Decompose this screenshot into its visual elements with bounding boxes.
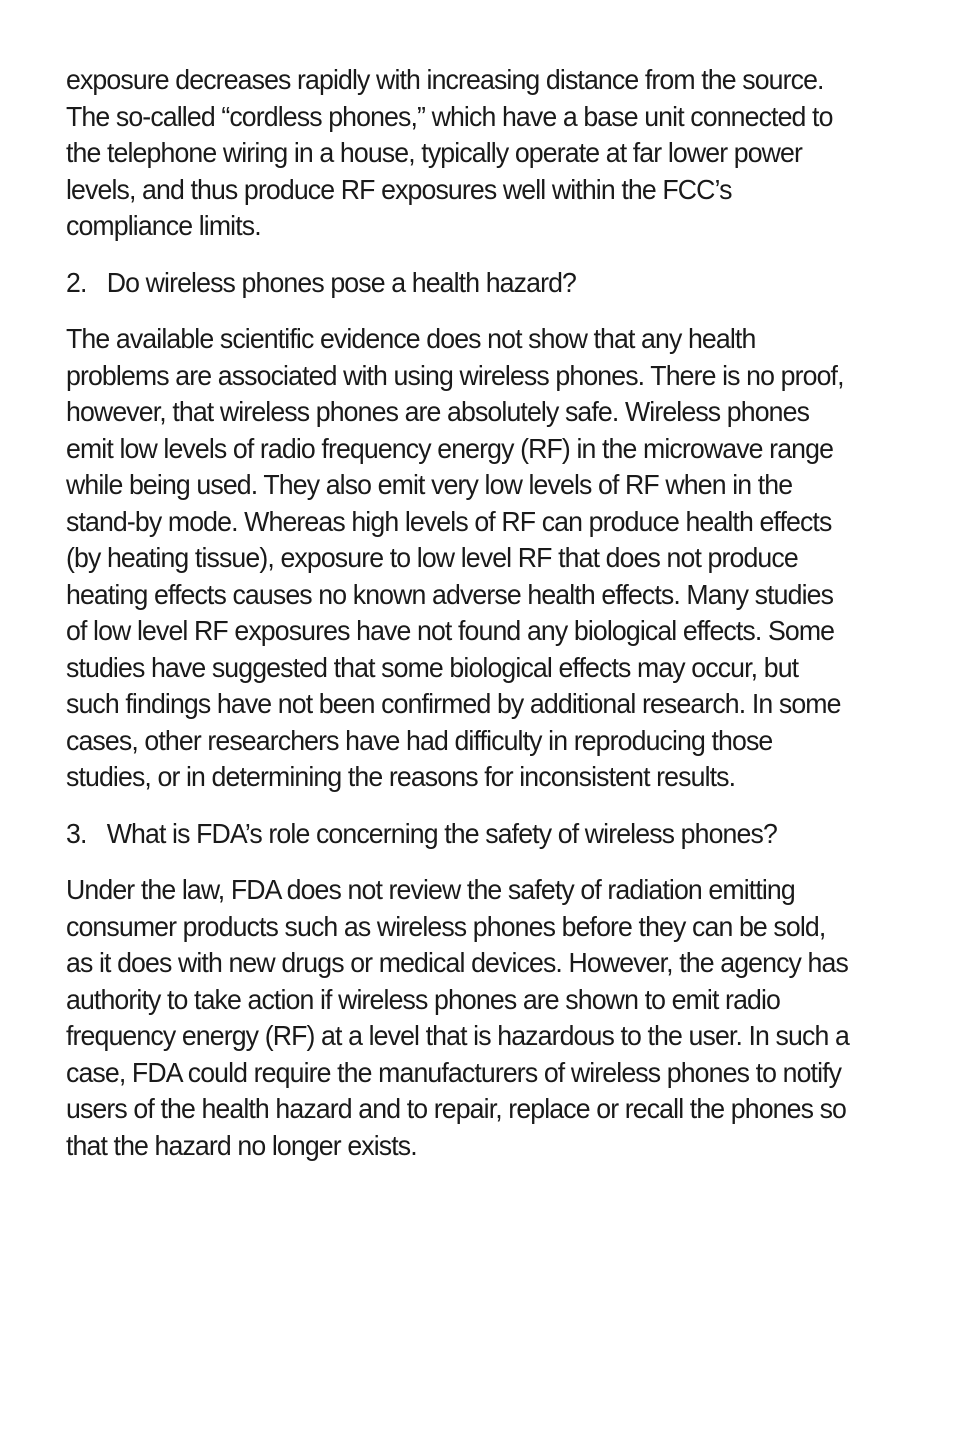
question-text: What is FDA’s role concerning the safety of wireless phones? (106, 817, 777, 849)
question-heading (66, 816, 852, 853)
answer-paragraph: The available scientific evidence does not show that any health problems are associated with using wireless phones. There is no proof, however, that wireless phones are absolutely safe. Wireless phones emit low levels of radio frequency energy (RF) in the microwave range while being used. They also emit very low levels of RF when in the stand-by mode. Whereas high levels of RF can produce health effects (by heating tissue), exposure to low level RF that does not produce heating effects causes no known adverse health effects. Many studies of low level RF exposures have not found any biological effects. Some studies have suggested that some biological effects may occur, but such findings have not been confirmed by additional research. In some cases, other researchers have had difficulty in reproducing those studies, or in determining the reasons for inconsistent results. (66, 323, 844, 792)
document-page (66, 62, 852, 1184)
answer-paragraph: Under the law, FDA does not review the safety of radiation emitting consumer products such as wireless phones before they can be sold, as it does with new drugs or medical devices. However, the agency has authority to take action if wireless phones are shown to emit radio frequency energy (RF) at a level that is hazardous to the user. In such a case, FDA could require the manufacturers of wireless phones to notify users of the health hazard and to repair, replace or recall the phones so that the hazard no longer exists. (66, 874, 849, 1161)
question-number: 2. (66, 266, 87, 298)
intro-paragraph: exposure decreases rapidly with increasing distance from the source. The so-called “cordless phones,” which have a base unit connected to the telephone wiring in a house, typically operate at far lower power levels, and thus produce RF exposures well within the FCC’s compliance limits. (66, 64, 833, 241)
question-number: 3. (66, 817, 87, 849)
question-text: Do wireless phones pose a health hazard? (106, 266, 577, 298)
question-heading (66, 265, 852, 302)
